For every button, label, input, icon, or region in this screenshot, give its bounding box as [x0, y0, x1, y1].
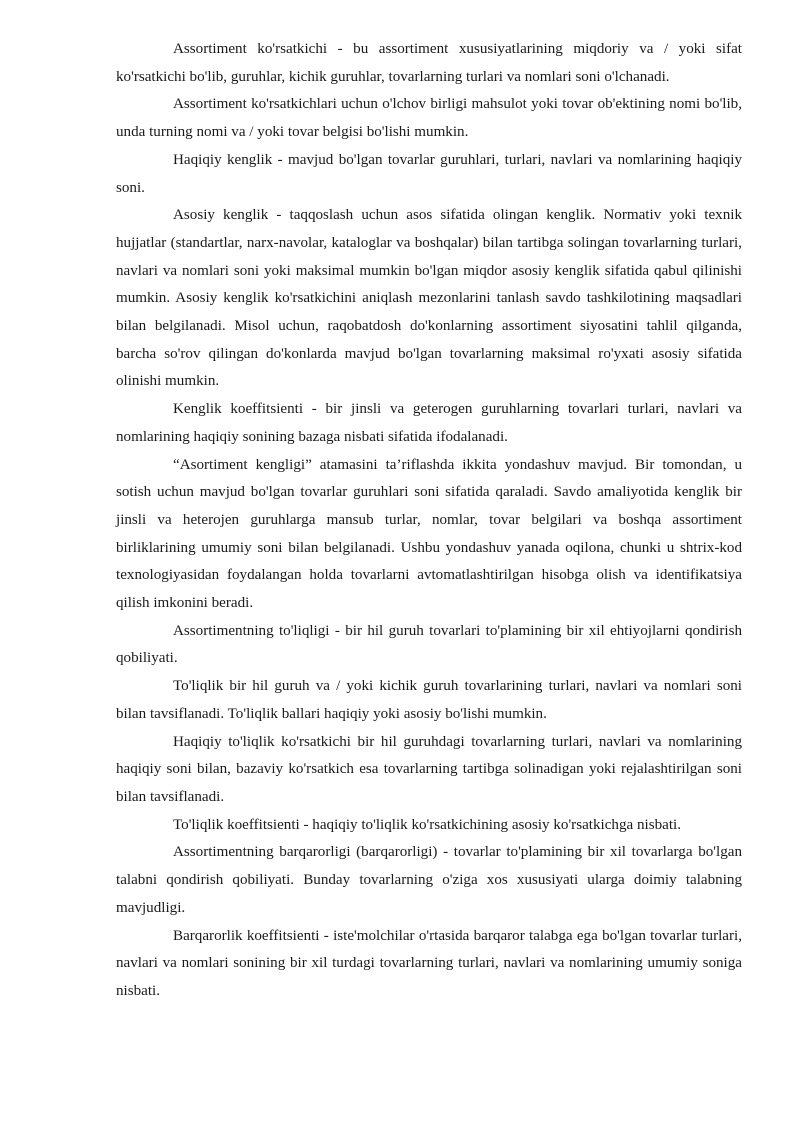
paragraph-actual-completeness: Haqiqiy to'liqlik ko'rsatkichi bir hil guruhdagi tovarlarning turlari, navlari va nomlarining haqiqiy soni bilan, bazaviy ko'rsatkich esa tovarlarning tartibga solinadigan yoki rejalashtirilgan soni bilan tavsiflanadi. — [116, 733, 742, 805]
document-page — [116, 36, 742, 1006]
paragraph-unit-of-measure: Assortiment ko'rsatkichlari uchun o'lchov birligi mahsulot yoki tovar ob'ektining nomi bo'lib, unda turning nomi va / yoki tovar belgisi bo'lishi mumkin. — [116, 96, 742, 141]
paragraph-breadth-approaches: “Asortiment kengligi” atamasini ta’riflashda ikkita yondashuv mavjud. Bir tomondan, u sotish uchun mavjud bo'lgan tovarlar guruhlari soni sifatida qaraladi. Savdo amaliyotida kenglik bir jinsli va heterojen guruhlarga mansub turlar, nomlar, tovar belgilari va boshqa assortiment birliklarining umumiy soni bilan belgilanadi. Ushbu yondashuv yanada oqilona, chunki u shtrix-kod texnologiyasidan foydalangan holda tovarlarni avtomatlashtirilgan hisobga olish va identifikatsiya qilish imkonini beradi. — [116, 456, 742, 612]
paragraph-stability: Assortimentning barqarorligi (barqarorligi) - tovarlar to'plamining bir xil tovarlarga bo'lgan talabni qondirish qobiliyati. Bunday tovarlarning o'ziga xos xususiyati ularga doimiy talabning mavjudligi. — [116, 844, 742, 916]
paragraph-breadth-coefficient: Kenglik koeffitsienti - bir jinsli va geterogen guruhlarning tovarlari turlari, navlari va nomlarining haqiqiy sonining bazaga nisbati sifatida ifodalanadi. — [116, 401, 742, 445]
paragraph-assortment-indicator: Assortiment ko'rsatkichi - bu assortiment xususiyatlarining miqdoriy va / yoki sifat ko'rsatkichi bo'lib, guruhlar, kichik guruhlar, tovarlarning turlari va nomlari soni o'lchanadi. — [116, 41, 742, 85]
paragraph-stability-coefficient: Barqarorlik koeffitsienti - iste'molchilar o'rtasida barqaror talabga ega bo'lgan tovarlar turlari, navlari va nomlari sonining bir xil turdagi tovarlarning turlari, navlari va nomlarining umumiy soniga nisbati. — [116, 927, 742, 999]
paragraph-completeness-coefficient: To'liqlik koeffitsienti - haqiqiy to'liqlik ko'rsatkichining asosiy ko'rsatkichga nisbati. — [173, 816, 681, 833]
paragraph-completeness-description: To'liqlik bir hil guruh va / yoki kichik guruh tovarlarining turlari, navlari va nomlari soni bilan tavsiflanadi. To'liqlik ballari haqiqiy yoki asosiy bo'lishi mumkin. — [116, 678, 742, 722]
paragraph-completeness: Assortimentning to'liqligi - bir hil guruh tovarlari to'plamining bir xil ehtiyojlarni qondirish qobiliyati. — [116, 622, 742, 667]
paragraph-basic-breadth: Asosiy kenglik - taqqoslash uchun asos sifatida olingan kenglik. Normativ yoki texnik hujjatlar (standartlar, narx-navolar, kataloglar va boshqalar) bilan tartibga solingan tovarlarning turlari, navlari va nomlari soni yoki maksimal mumkin bo'lgan miqdor asosiy kenglik sifatida qabul qilinishi mumkin. Asosiy kenglik ko'rsatkichini aniqlash mezonlarini tanlash savdo tashkilotining maqsadlari bilan belgilanadi. Misol uchun, raqobatdosh do'konlarning assortiment siyosatini tahlil qilganda, barcha so'rov qilingan do'konlarda mavjud bo'lgan tovarlarning maksimal ro'yxati asosiy sifatida olinishi mumkin. — [116, 207, 742, 390]
paragraph-actual-breadth: Haqiqiy kenglik - mavjud bo'lgan tovarlar guruhlari, turlari, navlari va nomlarining haqiqiy soni. — [116, 151, 742, 196]
